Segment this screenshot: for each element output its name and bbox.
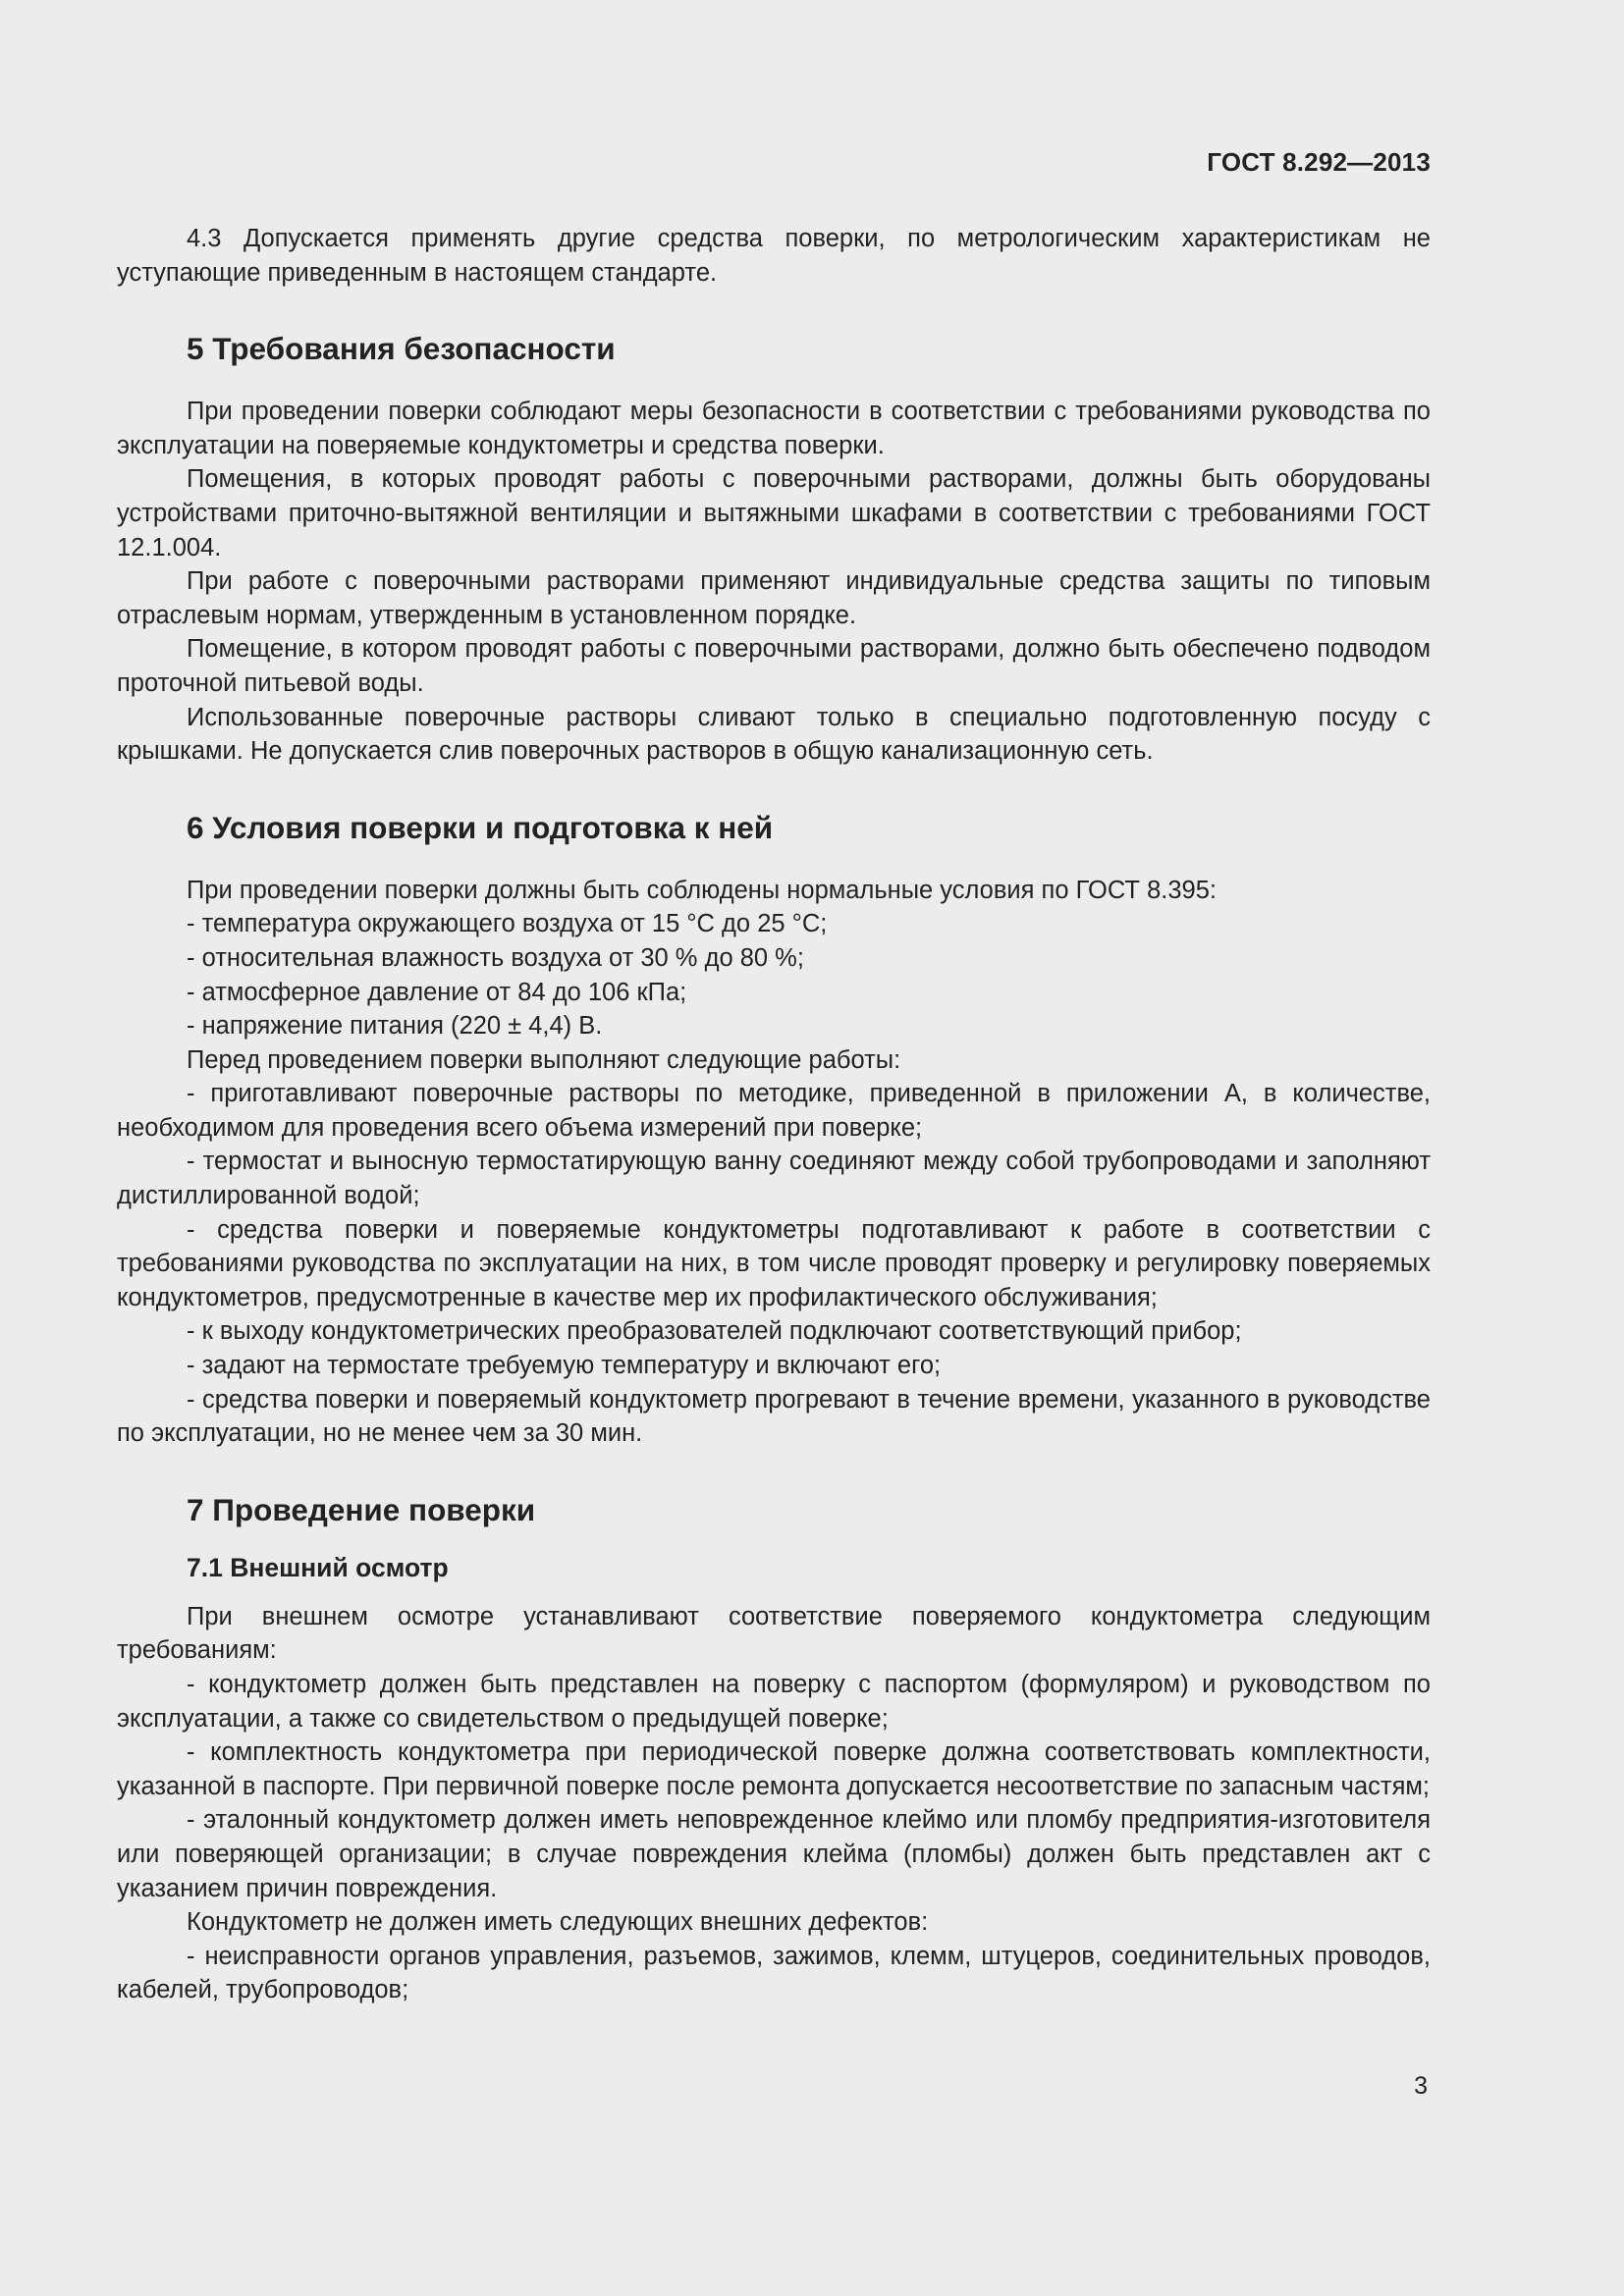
section-5-paragraph-3: При работе с поверочными растворами применяют индивидуальные средства защиты по типовым отраслевым нормам, утвержденным в установленном порядке.: [117, 567, 1431, 629]
requirement-item: - комплектность кондуктометра при периодической поверке должна соответствовать комплектности, указанной в паспорте. При первичной поверке после ремонта допускается несоответствие по запасным частям;: [117, 1738, 1431, 1800]
condition-item: - атмосферное давление от 84 до 106 кПа;: [187, 978, 687, 1006]
requirement-item: - эталонный кондуктометр должен иметь неповрежденное клеймо или пломбу предприятия-изготовителя или поверяющей организации; в случае повреждения клейма (пломбы) должен быть представлен акт с указанием причин повреждения.: [117, 1806, 1431, 1902]
subsection-7-1-heading: 7.1 Внешний осмотр: [187, 1552, 449, 1582]
defect-item: - неисправности органов управления, разъемов, зажимов, клемм, штуцеров, соединительных проводов, кабелей, трубопроводов;: [117, 1942, 1431, 2004]
section-6-heading: 6 Условия поверки и подготовка к ней: [187, 809, 774, 845]
section-5-paragraph-5: Использованные поверочные растворы сливают только в специально подготовленную посуду с крышками. Не допускается слив поверочных растворов в общую канализационную сеть.: [117, 703, 1431, 766]
subsection-7-1-intro: При внешнем осмотре устанавливают соответствие поверяемого кондуктометра следующим требованиям:: [117, 1602, 1431, 1665]
document-body: [117, 222, 1431, 2007]
section-5-paragraph-2: Помещения, в которых проводят работы с поверочными растворами, должны быть оборудованы устройствами приточно-вытяжной вентиляции и вытяжными шкафами в соответствии с требованиями ГОСТ 12.1.004.: [117, 465, 1431, 561]
document-code-header: ГОСТ 8.292—2013: [1207, 147, 1431, 177]
section-5-heading: 5 Требования безопасности: [187, 331, 616, 367]
defects-intro: Кондуктометр не должен иметь следующих внешних дефектов:: [187, 1908, 929, 1937]
condition-item: - относительная влажность воздуха от 30 % до 80 %;: [187, 943, 804, 972]
condition-item: - напряжение питания (220 ± 4,4) В.: [187, 1012, 603, 1041]
preparation-intro: Перед проведением поверки выполняют следующие работы:: [187, 1045, 901, 1074]
preparation-item: - задают на термостате требуемую температуру и включают его;: [187, 1352, 942, 1380]
page-number: 3: [1414, 2072, 1428, 2100]
requirement-item: - кондуктометр должен быть представлен на поверку с паспортом (формуляром) и руководством по эксплуатации, а также со свидетельством о предыдущей поверке;: [117, 1671, 1431, 1733]
section-5-paragraph-1: При проведении поверки соблюдают меры безопасности в соответствии с требованиями руководства по эксплуатации на поверяемые кондуктометры и средства поверки.: [117, 398, 1431, 459]
preparation-item: - средства поверки и поверяемый кондуктометр прогревают в течение времени, указанного в руководстве по эксплуатации, но не менее чем за 30 мин.: [117, 1385, 1431, 1448]
preparation-item: - термостат и выносную термостатирующую ванну соединяют между собой трубопроводами и заполняют дистиллированной водой;: [117, 1148, 1431, 1210]
condition-item: - температура окружающего воздуха от 15 °С до 25 °С;: [187, 910, 828, 938]
preparation-item: - к выходу кондуктометрических преобразователей подключают соответствующий прибор;: [187, 1317, 1242, 1346]
preparation-item: - средства поверки и поверяемые кондуктометры подготавливают к работе в соответствии с требованиями руководства по эксплуатации на них, в том числе проводят проверку и регулировку поверяемых кондуктометров, предусмотренные в качестве мер их профилактического обслуживания;: [117, 1215, 1431, 1311]
preparation-item: - приготавливают поверочные растворы по методике, приведенной в приложении А, в количестве, необходимом для проведения всего объема измерений при поверке;: [117, 1080, 1431, 1142]
section-5-paragraph-4: Помещение, в котором проводят работы с поверочными растворами, должно быть обеспечено подводом проточной питьевой воды.: [117, 635, 1431, 697]
section-7-heading: 7 Проведение поверки: [187, 1491, 536, 1527]
section-6-intro: При проведении поверки должны быть соблюдены нормальные условия по ГОСТ 8.395:: [187, 876, 1217, 904]
clause-4-3: 4.3 Допускается применять другие средства поверки, по метрологическим характеристикам не уступающие приведенным в настоящем стандарте.: [117, 225, 1431, 287]
